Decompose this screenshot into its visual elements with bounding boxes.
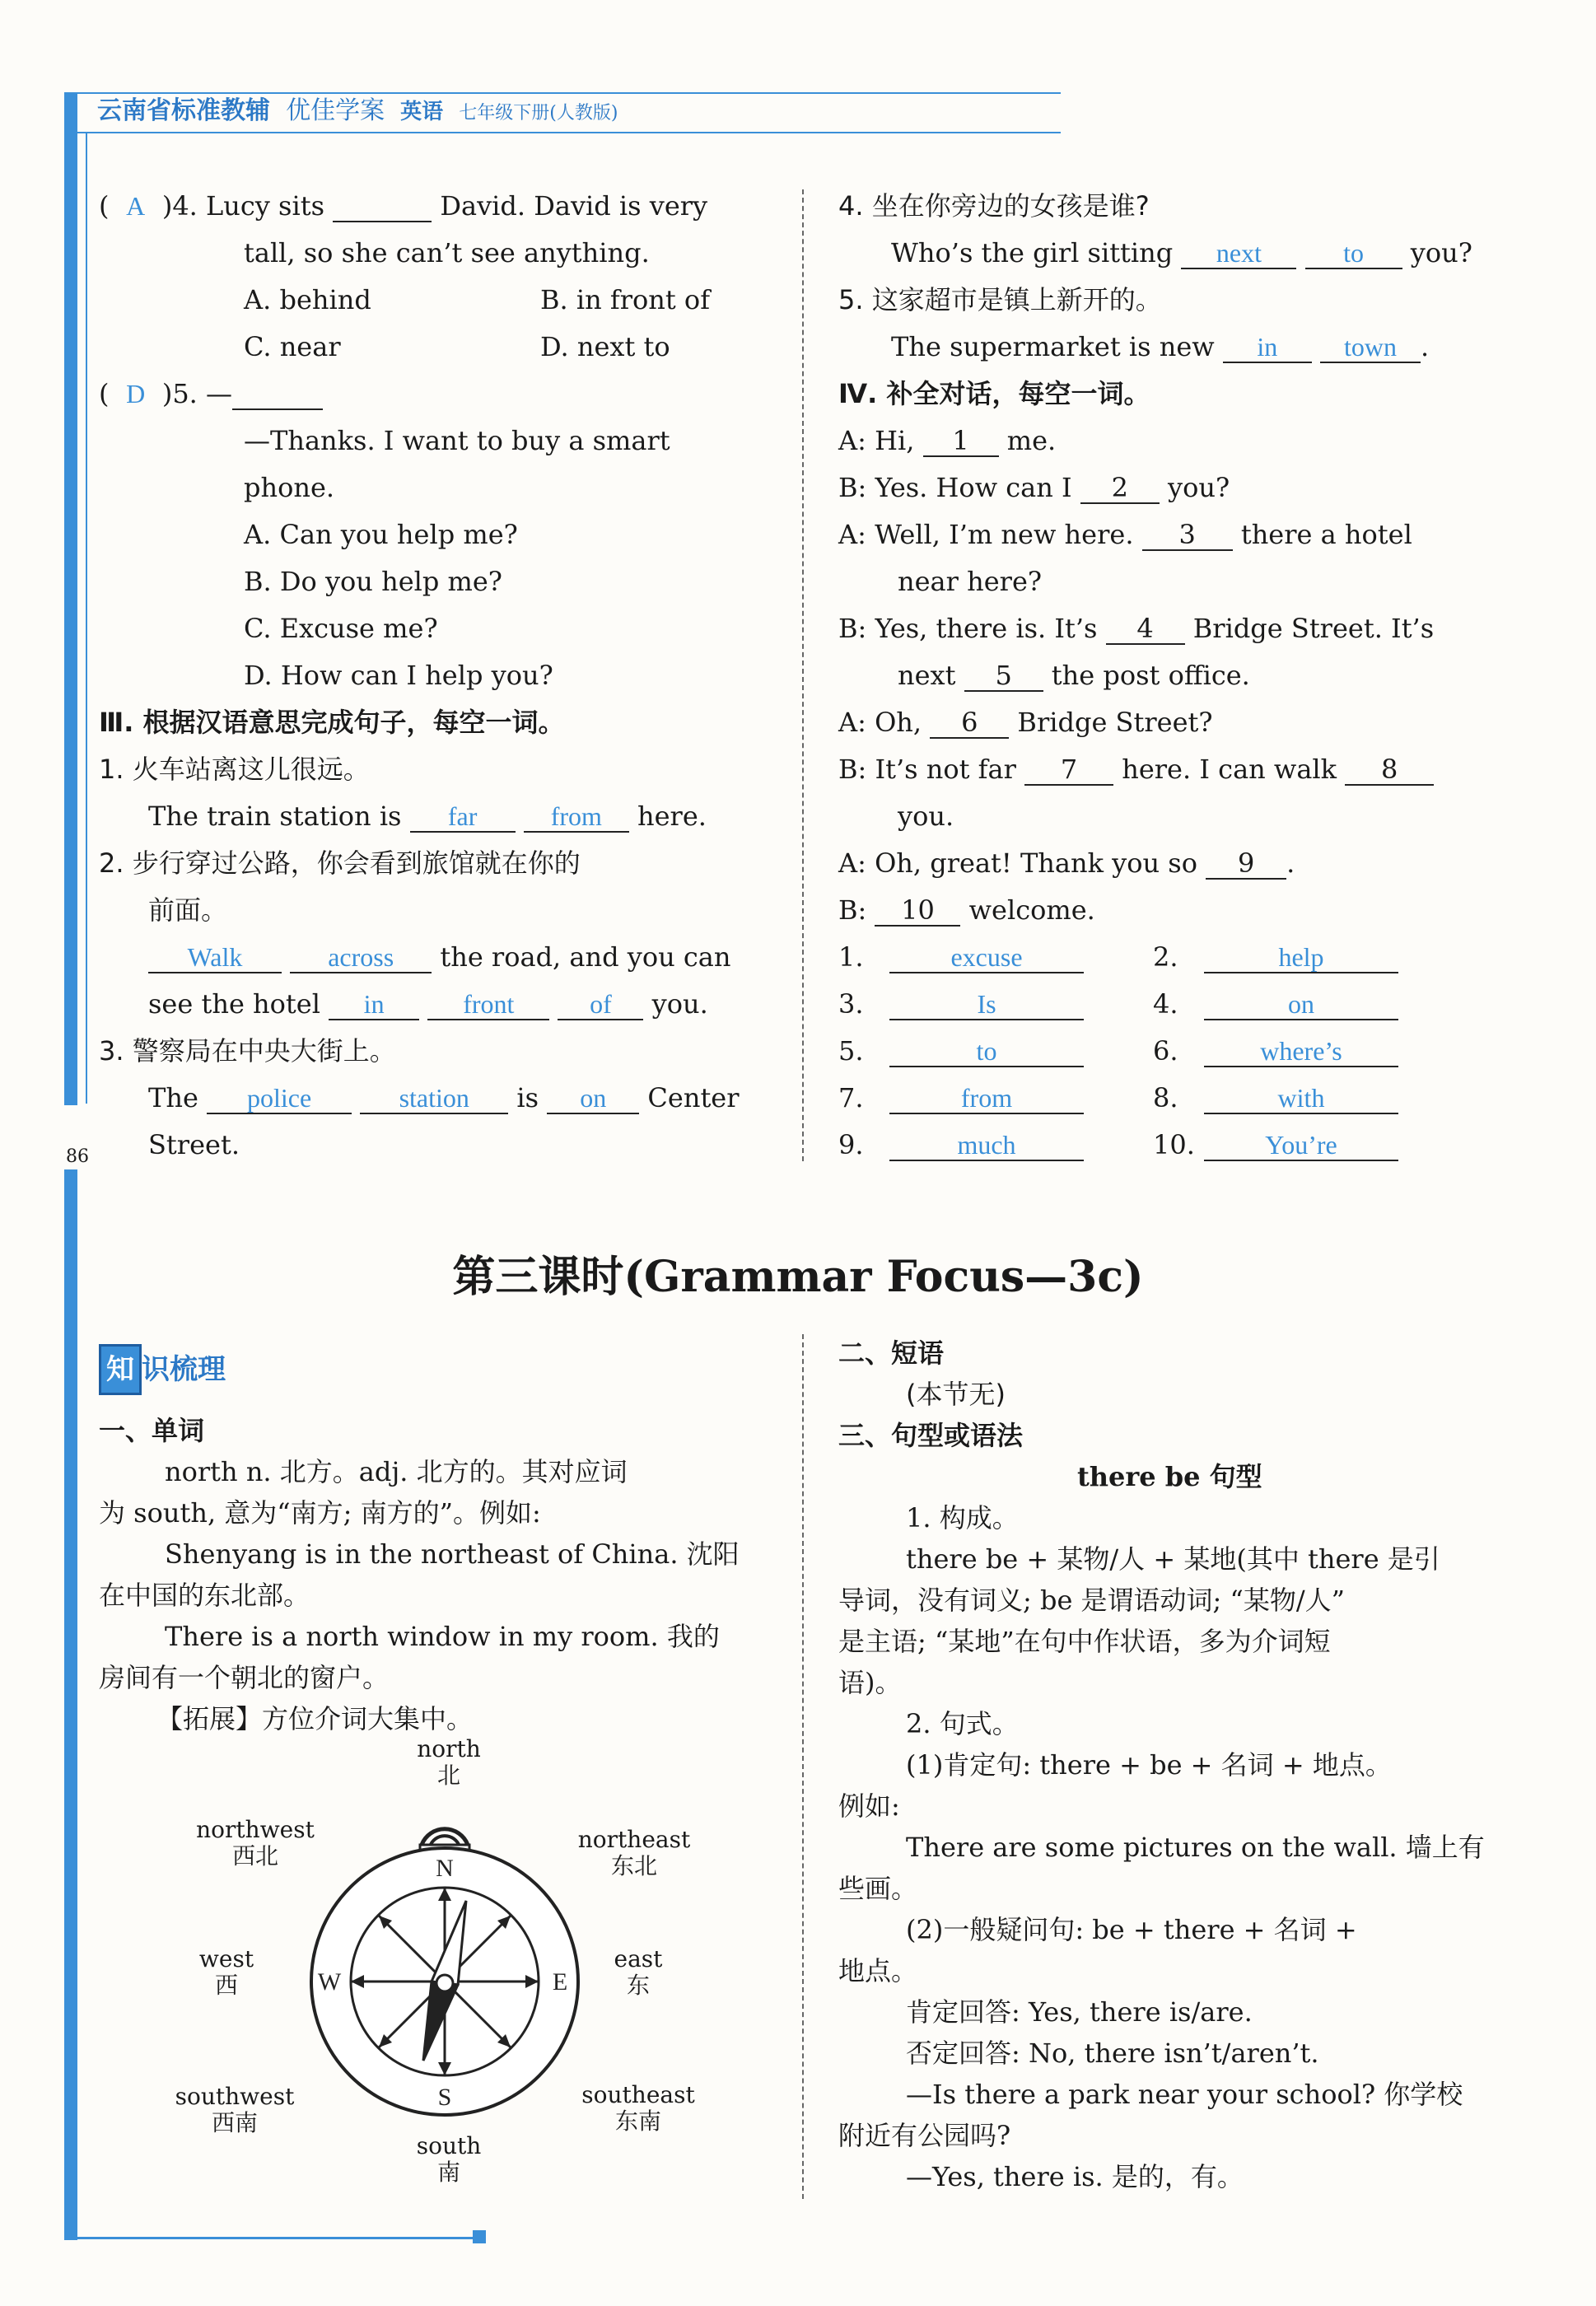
question-stem: Lucy sits xyxy=(206,190,324,222)
grammar-text: 例如: xyxy=(838,1790,900,1822)
mc-answer: A xyxy=(126,191,146,221)
filled-answer: in xyxy=(329,990,419,1020)
example-sentence: —Yes, there is. 是的，有。 xyxy=(906,2161,1244,2192)
west-label-zh: 西 xyxy=(214,1972,238,1999)
grammar-text: there be + 某物/人 + 某地(其中 there 是引 xyxy=(906,1543,1440,1575)
grammar-text: (1)肯定句: there + be + 名词 + 地点。 xyxy=(906,1749,1392,1781)
grammar-point: 1. 构成。 xyxy=(906,1502,1019,1533)
question-number: )5. xyxy=(161,378,198,409)
question-stem: tall, so she can’t see anything. xyxy=(244,237,650,268)
option-b: B. in front of xyxy=(540,284,711,315)
knowledge-heading xyxy=(99,1344,226,1395)
answer-blank xyxy=(232,380,323,410)
sentence-text: see the hotel xyxy=(148,988,320,1020)
grammar-text: 否定回答: No, there isn’t/aren’t. xyxy=(906,2038,1319,2069)
grammar-point: 2. 句式。 xyxy=(906,1708,1019,1739)
west-label: west xyxy=(198,1945,254,1972)
example-sentence: 附近有公园吗? xyxy=(838,2120,1011,2151)
filled-answer: from xyxy=(524,802,629,833)
answer-row: 10. You’re xyxy=(1153,1124,1398,1165)
northwest-label-zh: 西北 xyxy=(231,1842,278,1870)
option-d: D. next to xyxy=(540,331,670,362)
dialog-line: near here? xyxy=(898,566,1043,597)
sentence-text: you. xyxy=(651,988,708,1020)
dialog-line: A: Oh, great! Thank you so 9 . xyxy=(838,847,1295,879)
dialog-line: you. xyxy=(898,801,954,832)
question-stem: phone. xyxy=(244,472,335,503)
filled-answer: of xyxy=(558,990,643,1020)
chinese-prompt: 2. 步行穿过公路，你会看到旅馆就在你的 xyxy=(99,847,581,879)
series-name: 云南省标准教辅 xyxy=(97,96,270,125)
example-sentence: 房间有一个朝北的窗户。 xyxy=(99,1662,390,1693)
compass-pivot xyxy=(436,1975,453,1991)
answer-row: 9. much xyxy=(838,1124,1084,1165)
grade-info: 七年级下册(人教版) xyxy=(459,103,618,124)
compass-letter-n: N xyxy=(436,1855,454,1882)
section-4-title: Ⅳ. 补全对话，每空一词。 xyxy=(838,378,1150,409)
grammar-text: 地点。 xyxy=(838,1955,918,1986)
sentence-text: Center xyxy=(647,1082,740,1113)
option-a: A. behind xyxy=(244,284,371,315)
left-margin-bar xyxy=(64,92,77,1105)
question-number: )4. xyxy=(161,190,198,222)
option-a: A. Can you help me? xyxy=(244,519,518,550)
northeast-label-zh: 东北 xyxy=(610,1852,657,1879)
dialog-line: A: Well, I’m new here. 3 there a hotel xyxy=(838,519,1412,550)
dialog-line: B: Yes. How can I 2 you? xyxy=(838,472,1230,503)
vocab-paragraph: 为 south, 意为“南方; 南方的”。例如: xyxy=(99,1497,541,1529)
filled-answer: Walk xyxy=(148,943,282,973)
filled-answer: far xyxy=(410,802,516,833)
filled-answer: station xyxy=(360,1084,508,1114)
grammar-text: 导词，没有词义; be 是谓语动词; “某物/人” xyxy=(838,1585,1346,1616)
northwest-label: northwest xyxy=(196,1816,315,1843)
sentence-text: The train station is xyxy=(148,801,402,832)
east-label-zh: 东 xyxy=(626,1972,650,1999)
sentence-text: you? xyxy=(1410,237,1472,268)
north-label-zh: 北 xyxy=(436,1762,460,1789)
grammar-title: 三、句型或语法 xyxy=(838,1420,1024,1451)
page-number: 86 xyxy=(66,1146,89,1167)
knowledge-title: 识梳理 xyxy=(142,1353,226,1386)
grammar-text: 语)。 xyxy=(838,1667,902,1698)
sentence-text: Who’s the girl sitting xyxy=(891,237,1174,268)
dialog-line: A: Hi, 1 me. xyxy=(838,425,1057,456)
example-sentence: Shenyang is in the northeast of China. 沈阳 xyxy=(165,1538,740,1570)
filled-answer: across xyxy=(290,943,432,973)
question-stem: — xyxy=(206,378,233,409)
sentence-text: here. xyxy=(637,801,707,832)
filled-answer: front xyxy=(427,990,549,1020)
column-divider-top xyxy=(802,189,804,1161)
compass-drawing xyxy=(296,1809,593,2138)
filled-answer: town xyxy=(1320,333,1421,363)
example-sentence: 在中国的东北部。 xyxy=(99,1580,310,1611)
section-3-title: Ⅲ. 根据汉语意思完成句子，每空一词。 xyxy=(99,707,565,738)
compass-letter-s: S xyxy=(437,2084,452,2111)
southeast-label-zh: 东南 xyxy=(614,2108,661,2135)
southeast-label: southeast xyxy=(581,2081,695,2108)
vocab-paragraph: north n. 北方。adj. 北方的。其对应词 xyxy=(165,1456,628,1487)
question-stem: —Thanks. I want to buy a smart xyxy=(244,425,670,456)
dialog-line: B: Yes, there is. It’s 4 Bridge Street. It’s xyxy=(838,613,1435,644)
chinese-prompt: 1. 火车站离这儿很远。 xyxy=(99,754,370,785)
answer-row: 8. with xyxy=(1153,1077,1398,1118)
phrases-none: (本节无) xyxy=(906,1379,1006,1410)
book-name: 优佳学案 xyxy=(286,96,385,125)
chinese-prompt: 前面。 xyxy=(148,894,228,926)
lesson-title: 第三课时(Grammar Focus—3c) xyxy=(452,1252,1144,1302)
grammar-text: 肯定回答: Yes, there is/are. xyxy=(906,1996,1253,2028)
answer-row: 1. excuse xyxy=(838,936,1084,978)
option-c: C. Excuse me? xyxy=(244,613,438,644)
chinese-prompt: 3. 警察局在中央大街上。 xyxy=(99,1035,396,1067)
filled-answer: next xyxy=(1181,239,1296,269)
bottom-rule xyxy=(64,2237,476,2239)
sentence-text: The xyxy=(148,1082,198,1113)
south-label-zh: 南 xyxy=(436,2159,460,2186)
grammar-text: 是主语; “某地”在句中作状语，多为介词短 xyxy=(838,1626,1331,1657)
grammar-text: (2)一般疑问句: be + there + 名词 + xyxy=(906,1914,1357,1945)
chinese-prompt: 5. 这家超市是镇上新开的。 xyxy=(838,284,1162,315)
knowledge-badge: 知 xyxy=(99,1344,142,1395)
grammar-topic: there be 句型 xyxy=(1077,1461,1262,1492)
sentence-text: . xyxy=(1421,331,1430,362)
column-divider-bottom xyxy=(802,1334,804,2199)
sentence-text: is xyxy=(516,1082,539,1113)
north-label: north xyxy=(417,1735,481,1762)
answer-row: 3. Is xyxy=(838,983,1084,1025)
southwest-label: southwest xyxy=(175,2083,295,2110)
example-sentence: There are some pictures on the wall. 墙上有 xyxy=(906,1832,1485,1863)
example-sentence: 些画。 xyxy=(838,1873,918,1904)
answer-row: 6. where’s xyxy=(1153,1030,1398,1071)
dialog-line: B: It’s not far 7 here. I can walk 8 xyxy=(838,749,1434,790)
mc-answer: D xyxy=(126,379,146,408)
answer-blank xyxy=(333,192,432,222)
answer-row: 4. on xyxy=(1153,983,1398,1025)
filled-answer: police xyxy=(207,1084,352,1114)
filled-answer: in xyxy=(1223,333,1312,363)
example-sentence: There is a north window in my room. 我的 xyxy=(165,1621,720,1652)
southwest-label-zh: 西南 xyxy=(211,2109,258,2136)
example-sentence: —Is there a park near your school? 你学校 xyxy=(906,2079,1463,2110)
answer-row: 7. from xyxy=(838,1077,1084,1118)
answer-row: 2. help xyxy=(1153,936,1398,978)
extension-note: 【拓展】方位介词大集中。 xyxy=(156,1703,474,1734)
filled-answer: to xyxy=(1305,239,1402,269)
subject-name: 英语 xyxy=(400,100,444,124)
option-c: C. near xyxy=(244,331,341,362)
running-header xyxy=(97,92,618,133)
option-d: D. How can I help you? xyxy=(244,660,553,691)
sentence-text: The supermarket is new xyxy=(891,331,1215,362)
chinese-prompt: 4. 坐在你旁边的女孩是谁? xyxy=(838,190,1150,222)
northeast-label: northeast xyxy=(577,1826,691,1853)
east-label: east xyxy=(614,1945,663,1972)
question-stem: David. David is very xyxy=(440,190,708,222)
dialog-line: B: 10 welcome. xyxy=(838,894,1095,926)
compass-letter-e: E xyxy=(552,1968,568,1996)
compass-letter-w: W xyxy=(317,1968,342,1996)
phrases-title: 二、短语 xyxy=(838,1337,945,1369)
dialog-line: next 5 the post office. xyxy=(898,660,1250,691)
left-margin-bar-lower xyxy=(64,1169,77,2240)
option-b: B. Do you help me? xyxy=(244,566,502,597)
south-label: south xyxy=(416,2132,482,2159)
bottom-square-marker xyxy=(473,2230,486,2243)
sentence-text: Street. xyxy=(148,1129,240,1160)
left-margin-thin-bar xyxy=(86,132,87,1104)
vocab-title: 一、单词 xyxy=(99,1415,205,1446)
filled-answer: on xyxy=(547,1084,639,1114)
sentence-text: the road, and you can xyxy=(440,941,731,973)
answer-row: 5. to xyxy=(838,1030,1084,1071)
dialog-line: A: Oh, 6 Bridge Street? xyxy=(838,707,1213,738)
